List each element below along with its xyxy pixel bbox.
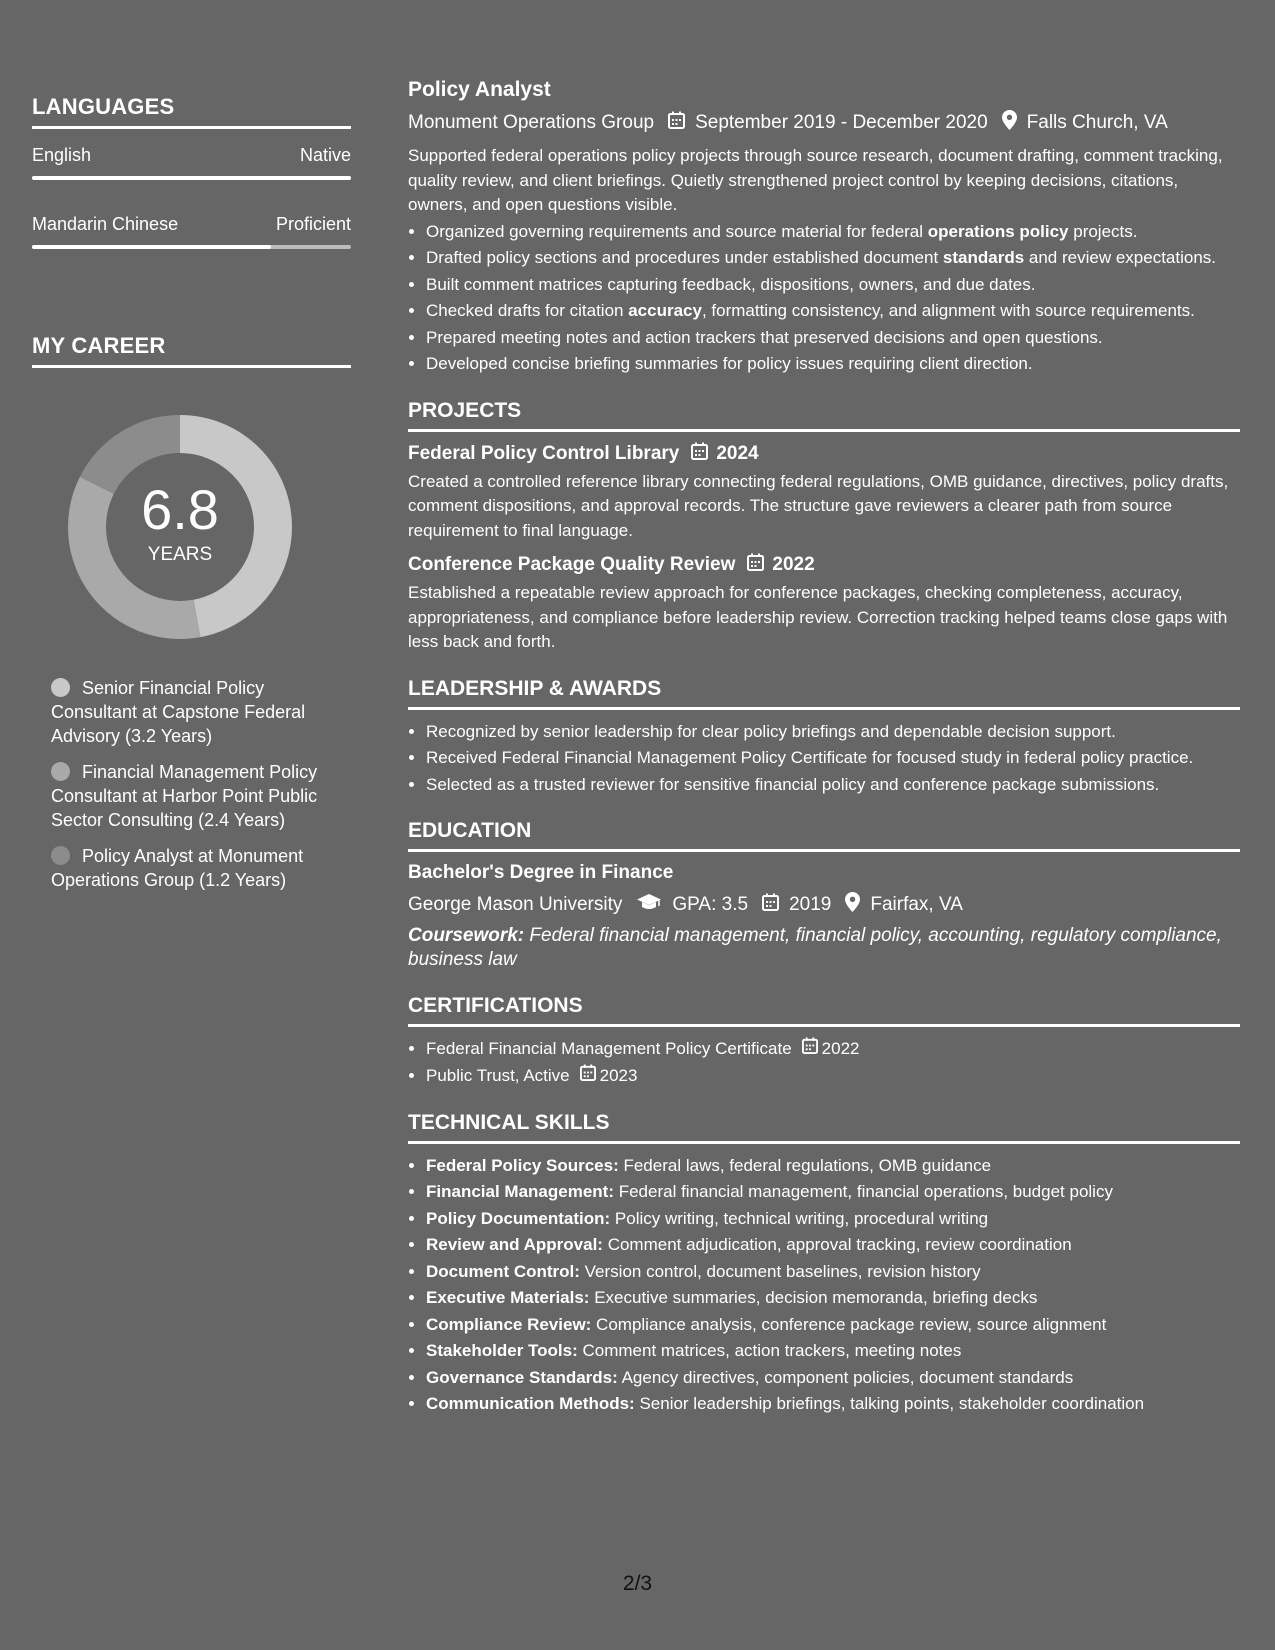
certification-name: Federal Financial Management Policy Certificate xyxy=(426,1039,792,1058)
leadership-item: • Received Federal Financial Management Policy Certificate for focused study in federal policy practice. xyxy=(426,746,1240,771)
career-legend-item xyxy=(51,844,351,892)
language-level: Native xyxy=(299,145,351,165)
certification-name: Public Trust, Active xyxy=(426,1065,570,1085)
certifications-list xyxy=(408,1037,1240,1089)
project-name: Conference Package Quality Review xyxy=(408,554,736,575)
language-proficiency-bar xyxy=(32,176,351,180)
job-company: Monument Operations Group xyxy=(408,112,655,133)
certification-item xyxy=(426,1037,1240,1062)
project-description: Established a repeatable review approach for conference packages, checking completeness, accuracy, appropriateness, and compliance before leadership review. Correction tracking helped teams close gaps with less back and forth. xyxy=(408,583,1228,651)
skill-item: • Compliance Review: Compliance analysis, conference package review, source alignment xyxy=(426,1313,1240,1338)
career-years-unit: YEARS xyxy=(147,544,213,565)
calendar-icon xyxy=(691,442,708,466)
legend-dot-icon xyxy=(51,678,70,697)
education-degree: Bachelor's Degree in Finance xyxy=(408,862,674,883)
education-meta xyxy=(408,892,1240,918)
project-year: 2022 xyxy=(772,554,815,575)
language-proficiency-fill xyxy=(32,245,271,249)
skill-item: • Stakeholder Tools: Comment matrices, action trackers, meeting notes xyxy=(426,1339,1240,1364)
projects-heading: PROJECTS xyxy=(408,399,1240,432)
project-description: Created a controlled reference library connecting federal regulations, OMB guidance, directives, policy drafts, comment dispositions, and approval records. The structure gave reviewers a clearer path from source requirement to final language. xyxy=(408,471,1229,540)
career-legend xyxy=(32,676,351,892)
skill-item: • Communication Methods: Senior leadership briefings, talking points, stakeholder coordination xyxy=(426,1392,1240,1417)
job-summary: Supported federal operations policy projects through source research, document drafting, comment tracking, quality review, and client briefings. Quietly strengthened project control by keeping decisions, citations, owners, and open questions visible. xyxy=(408,146,1223,214)
career-legend-text: Financial Management Policy Consultant at Harbor Point Public Sector Consulting (2.4 Years) xyxy=(51,762,318,830)
career-total-years: 6.8 xyxy=(141,478,219,541)
location-pin-icon xyxy=(1002,110,1017,136)
education-heading: EDUCATION xyxy=(408,819,1240,852)
legend-dot-icon xyxy=(51,846,70,865)
project-item xyxy=(408,553,1240,655)
calendar-icon xyxy=(747,553,764,577)
language-name: English xyxy=(32,145,92,165)
job-dates: September 2019 - December 2020 xyxy=(695,112,988,133)
calendar-icon xyxy=(762,893,779,917)
career-heading: MY CAREER xyxy=(32,333,351,368)
project-year: 2024 xyxy=(716,442,759,464)
job-bullet: • Prepared meeting notes and action trackers that preserved decisions and open questions. xyxy=(426,326,1240,351)
calendar-icon xyxy=(802,1037,818,1062)
certifications-heading: CERTIFICATIONS xyxy=(408,994,1240,1027)
page-number: 2/3 xyxy=(622,1572,653,1595)
education-coursework xyxy=(408,924,1240,972)
coursework-label: Coursework: xyxy=(408,925,525,946)
job-bullet: • Drafted policy sections and procedures under established document standards and review expectations. xyxy=(426,246,1240,271)
leadership-list xyxy=(408,720,1240,798)
language-item xyxy=(32,214,351,249)
skill-item: • Governance Standards: Agency directives, component policies, document standards xyxy=(426,1366,1240,1391)
leadership-item: • Selected as a trusted reviewer for sensitive financial policy and conference package submissions. xyxy=(426,773,1240,798)
education-location: Fairfax, VA xyxy=(870,894,963,915)
legend-dot-icon xyxy=(51,762,70,781)
career-legend-item xyxy=(51,760,351,832)
skill-item: • Document Control: Version control, document baselines, revision history xyxy=(426,1260,1240,1285)
job-bullet: • Developed concise briefing summaries for policy issues requiring client direction. xyxy=(426,352,1240,377)
education-gpa: GPA: 3.5 xyxy=(672,894,749,915)
job-title: Policy Analyst xyxy=(408,78,551,101)
job-bullet: • Checked drafts for citation accuracy, formatting consistency, and alignment with source requirements. xyxy=(426,299,1240,324)
languages-heading: LANGUAGES xyxy=(32,94,351,129)
skill-item: • Executive Materials: Executive summaries, decision memoranda, briefing decks xyxy=(426,1286,1240,1311)
job-bullet: • Built comment matrices capturing feedback, dispositions, owners, and due dates. xyxy=(426,273,1240,298)
leadership-item: • Recognized by senior leadership for clear policy briefings and dependable decision support. xyxy=(426,720,1240,745)
skills-list xyxy=(408,1154,1240,1417)
job-bullet: • Organized governing requirements and source material for federal operations policy projects. xyxy=(426,220,1240,245)
career-legend-text: Policy Analyst at Monument Operations Group (1.2 Years) xyxy=(51,846,304,890)
skills-heading: TECHNICAL SKILLS xyxy=(408,1111,1240,1144)
skill-item: • Financial Management: Federal financial management, financial operations, budget policy xyxy=(426,1180,1240,1205)
skill-item: • Policy Documentation: Policy writing, technical writing, procedural writing xyxy=(426,1207,1240,1232)
career-legend-text: Senior Financial Policy Consultant at Capstone Federal Advisory (3.2 Years) xyxy=(51,678,306,746)
calendar-icon xyxy=(668,111,685,135)
language-proficiency-fill xyxy=(32,176,351,180)
project-item xyxy=(408,442,1240,544)
career-legend-item xyxy=(51,676,351,748)
job-meta xyxy=(408,110,1240,136)
project-name: Federal Policy Control Library xyxy=(408,442,680,464)
location-pin-icon xyxy=(845,892,860,918)
language-name: Mandarin Chinese xyxy=(32,214,179,234)
career-donut-chart xyxy=(65,412,295,642)
job-location: Falls Church, VA xyxy=(1026,112,1168,133)
language-proficiency-bar xyxy=(32,245,351,249)
sidebar xyxy=(32,94,351,904)
education-year: 2019 xyxy=(789,894,832,915)
coursework-text: Federal financial management, financial policy, accounting, regulatory compliance, business law xyxy=(408,925,1222,970)
job-bullets xyxy=(408,220,1240,377)
certification-year: 2023 xyxy=(599,1065,638,1085)
calendar-icon xyxy=(580,1064,596,1089)
leadership-heading: LEADERSHIP & AWARDS xyxy=(408,677,1240,710)
language-level: Proficient xyxy=(275,214,351,234)
education-school: George Mason University xyxy=(408,894,623,915)
graduation-cap-icon xyxy=(636,893,662,917)
main-content xyxy=(408,78,1240,1419)
certification-item xyxy=(426,1064,1240,1089)
language-item xyxy=(32,145,351,180)
skill-item: • Federal Policy Sources: Federal laws, federal regulations, OMB guidance xyxy=(426,1154,1240,1179)
certification-year: 2022 xyxy=(821,1039,860,1058)
skill-item: • Review and Approval: Comment adjudication, approval tracking, review coordination xyxy=(426,1233,1240,1258)
